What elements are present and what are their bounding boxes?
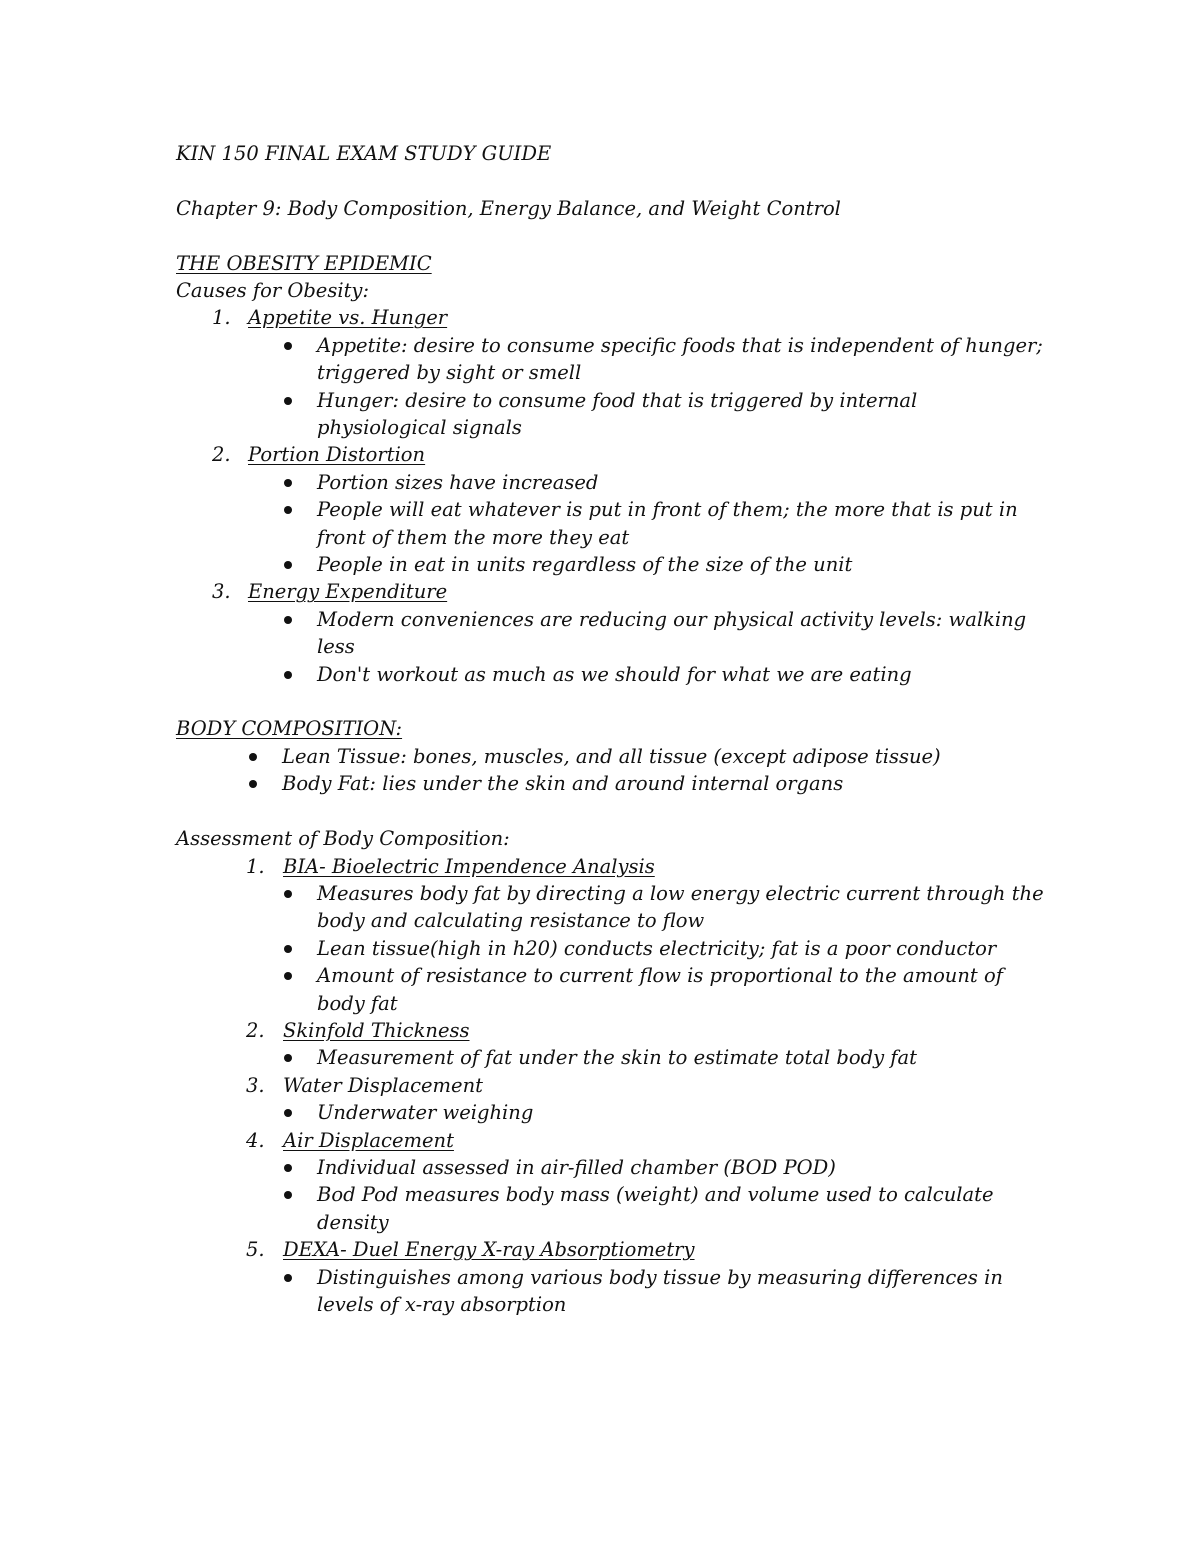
- bullet-text-line: Measurement of fat under the skin to estimate total body fat: [317, 1046, 917, 1070]
- bullet-dot-icon: [284, 1054, 292, 1062]
- bullet-text-line: People in eat in units regardless of the size of the unit: [317, 553, 853, 577]
- bullet-dot-icon: [284, 616, 292, 624]
- bullet-item: [176, 1264, 1036, 1319]
- bullet-item: [176, 469, 1036, 496]
- bullet-item: [176, 332, 1043, 387]
- item-label: BIA- Bioelectric Impendence Analysis: [283, 854, 655, 878]
- body-composition-heading: BODY COMPOSITION:: [176, 717, 403, 741]
- item-number: 2.: [212, 443, 231, 467]
- bullet-text-line: Underwater weighing: [317, 1101, 534, 1125]
- item-label: Portion Distortion: [248, 443, 426, 467]
- item-number: 1.: [212, 306, 231, 330]
- spacer: [176, 798, 1036, 825]
- item-label: Skinfold Thickness: [283, 1018, 470, 1042]
- bullet-text-line: Appetite: desire to consume specific foods that is independent of hunger;: [317, 333, 1043, 357]
- bullet-dot-icon: [284, 1274, 292, 1282]
- document-body: [176, 140, 1044, 1318]
- bullet-dot-icon: [284, 342, 292, 350]
- bullet-text-line: People will eat whatever is put in front of them; the more that is put in: [317, 498, 1018, 522]
- item-label: DEXA- Duel Energy X-ray Absorptiometry: [283, 1238, 695, 1262]
- assessment-item: [176, 853, 1036, 880]
- item-number: 1.: [246, 854, 265, 878]
- bullet-text-line: Lean tissue(high in h20) conducts electricity; fat is a poor conductor: [317, 936, 997, 960]
- bullet-dot-icon: [284, 972, 292, 980]
- bullet-text-line: triggered by sight or smell: [317, 361, 582, 385]
- spacer: [176, 688, 1036, 715]
- bullet-item: [176, 1154, 1036, 1181]
- assessment-item: [176, 1236, 1036, 1263]
- bullet-item: [176, 1044, 1036, 1071]
- bullet-text-line: Distinguishes among various body tissue by measuring differences in: [317, 1265, 1003, 1289]
- bullet-item: [176, 935, 1036, 962]
- bullet-dot-icon: [284, 479, 292, 487]
- bullet-text-line: less: [317, 635, 355, 659]
- bullet-item: [176, 606, 1036, 661]
- bullet-item: [176, 962, 1036, 1017]
- bullet-text-line: Modern conveniences are reducing our physical activity levels: walking: [317, 607, 1027, 631]
- bullet-text-line: Amount of resistance to current flow is proportional to the amount of: [317, 964, 1003, 988]
- item-label: Air Displacement: [283, 1128, 454, 1152]
- bullet-text-line: Hunger: desire to consume food that is triggered by internal: [317, 388, 918, 412]
- bullet-text-line: Individual assessed in air-filled chamber (BOD POD): [317, 1155, 836, 1179]
- obesity-item: [176, 578, 1036, 605]
- document-title: KIN 150 FINAL EXAM STUDY GUIDE: [176, 142, 552, 165]
- bullet-dot-icon: [284, 890, 292, 898]
- assessment-item: [176, 1017, 1036, 1044]
- spacer: [176, 167, 1036, 194]
- bullet-item: [176, 551, 1036, 578]
- assessment-heading: Assessment of Body Composition:: [176, 827, 510, 851]
- bullet-text-line: levels of x-ray absorption: [317, 1293, 567, 1316]
- item-label: Appetite vs. Hunger: [248, 306, 448, 330]
- bullet-item: [176, 880, 1044, 935]
- bullet-item: [176, 496, 1036, 551]
- bullet-dot-icon: [284, 561, 292, 569]
- bullet-item: [176, 661, 1036, 688]
- bullet-item: [176, 1181, 1036, 1236]
- bullet-text-line: Measures body fat by directing a low energy electric current through the: [317, 881, 1044, 905]
- obesity-item: [176, 441, 1036, 468]
- chapter-heading: Chapter 9: Body Composition, Energy Balance, and Weight Control: [176, 196, 841, 220]
- item-number: 2.: [246, 1018, 265, 1042]
- bullet-item: [176, 743, 1036, 770]
- bullet-item: [176, 770, 1036, 797]
- bullet-dot-icon: [284, 1191, 292, 1199]
- bullet-text-line: front of them the more they eat: [317, 525, 630, 549]
- item-label: Energy Expenditure: [248, 580, 448, 604]
- bullet-dot-icon: [284, 671, 292, 679]
- item-number: 3.: [246, 1073, 265, 1097]
- bullet-dot-icon: [249, 780, 257, 788]
- bullet-text-line: density: [317, 1210, 389, 1234]
- bullet-text-line: Portion sizes have increased: [317, 470, 599, 494]
- bullet-item: [176, 1099, 1036, 1126]
- spacer: [176, 222, 1036, 249]
- item-label: Water Displacement: [283, 1073, 483, 1097]
- bullet-dot-icon: [284, 1164, 292, 1172]
- obesity-heading: THE OBESITY EPIDEMIC: [176, 251, 432, 275]
- bullet-dot-icon: [284, 506, 292, 514]
- bullet-dot-icon: [284, 1109, 292, 1117]
- item-number: 4.: [246, 1128, 265, 1152]
- assessment-item: [176, 1127, 1036, 1154]
- bullet-dot-icon: [284, 397, 292, 405]
- bullet-item: [176, 387, 1036, 442]
- bullet-dot-icon: [284, 945, 292, 953]
- bullet-text-line: body and calculating resistance to flow: [317, 909, 705, 933]
- bullet-text-line: body fat: [317, 991, 398, 1015]
- item-number: 3.: [212, 580, 231, 604]
- bullet-text-line: physiological signals: [317, 416, 522, 440]
- bullet-dot-icon: [249, 753, 257, 761]
- bullet-text-line: Body Fat: lies under the skin and around internal organs: [282, 772, 844, 796]
- item-number: 5.: [246, 1238, 265, 1262]
- bullet-text-line: Bod Pod measures body mass (weight) and volume used to calculate: [317, 1183, 994, 1207]
- obesity-subheading: Causes for Obesity:: [176, 279, 370, 302]
- bullet-text-line: Don't workout as much as we should for what we are eating: [317, 662, 912, 686]
- bullet-text-line: Lean Tissue: bones, muscles, and all tissue (except adipose tissue): [282, 744, 941, 768]
- obesity-item: [176, 304, 1036, 331]
- assessment-item: [176, 1072, 1036, 1099]
